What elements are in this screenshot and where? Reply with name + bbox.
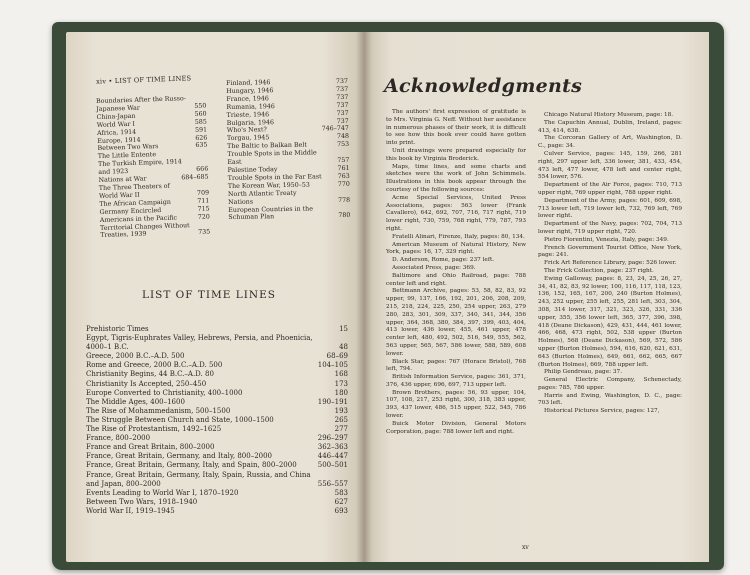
entry-title: Who's Next? xyxy=(226,126,267,135)
entry-title: Between Two Wars xyxy=(97,143,159,153)
entry-page: 720 xyxy=(197,213,210,221)
running-header: xiv • LIST OF TIME LINES xyxy=(95,74,192,86)
entry-title: North Atlantic Treaty xyxy=(227,189,297,198)
entry-page: 168 xyxy=(334,370,348,379)
acknowledgment-paragraph: Black Star, pages: 767 (Horace Bristol), 768 left, 794. xyxy=(386,358,526,373)
entry-page: 500–501 xyxy=(317,461,348,470)
entry-title: Greece, 2000 B.C.–A.D. 500 xyxy=(86,352,185,361)
entry-page: 591 xyxy=(194,126,208,134)
time-line-entry xyxy=(86,343,348,352)
entry-page: 737 xyxy=(335,77,349,86)
acknowledgment-paragraph: Bettmann Archive, pages: 53, 58, 82, 83, 92 upper, 99, 137, 166, 192, 201, 206, 208, 209, 215, 218, 224, 225, 250, 254 upper, 263, 279 280, 283, 301, 309, 337, 340, 341, 344, 356 upper, 364, 368, 380, 384, 397, 399, 403, 404, 413 lower, 436 lower, 455, 461 upper, 478 center left, 480, 492, 502, 516, 549, 555, 562, 563 upper, 565, 567, 586 lower, 588, 589, 608 lower. xyxy=(386,288,526,357)
entry-page: 556–557 xyxy=(317,479,348,488)
right-page xyxy=(364,32,709,562)
entry-title: France, Great Britain, Germany, and Italy, 800–2000 xyxy=(86,452,273,461)
acknowledgment-paragraph: The authors' first expression of gratitude is to Mrs. Virginia G. Neff. Without her assistance in numerous phases of their work, it is difficult to see how this book ever could have gotten into print. xyxy=(386,109,526,147)
entry-page: 757 xyxy=(337,156,350,165)
entry-title: Torgau, 1945 xyxy=(226,134,270,143)
entry-title: Trieste, 1946 xyxy=(226,110,270,119)
entry-title: Rumania, 1946 xyxy=(226,102,275,111)
entry-page: 746–747 xyxy=(321,125,349,133)
time-line-entry xyxy=(86,434,348,443)
acknowledgment-paragraph: Associated Press, page: 369. xyxy=(392,264,476,271)
entry-title: 4000–1 B.C. xyxy=(86,343,129,352)
entry-page: 737 xyxy=(336,85,349,93)
entry-title: Rome and Greece, 2000 B.C.–A.D. 500 xyxy=(86,361,223,370)
entry-page: 778 xyxy=(338,196,351,204)
acknowledgment-paragraph: Fratelli Alinari, Firenze, Italy, pages: 80, 134. xyxy=(392,233,525,240)
time-line-entry xyxy=(86,480,348,489)
entry-page: 753 xyxy=(337,141,350,149)
entry-title: Trouble Spots in the Middle xyxy=(227,149,317,159)
acknowledgment-paragraph: Department of the Army, pages: 601, 609, 698, 713 lower left, 719 lower left, 732, 769 left, 769 lower right. xyxy=(538,197,682,220)
entry-page: 583 xyxy=(334,488,348,497)
entry-title: Hungary, 1946 xyxy=(226,87,274,95)
entry-title: East xyxy=(227,158,242,167)
entry-title: Nations xyxy=(228,198,254,206)
entry-title: Palestine Today xyxy=(227,166,278,174)
entry-page xyxy=(206,221,210,229)
entry-page: 737 xyxy=(336,93,349,101)
page-title: Acknowledgments xyxy=(384,75,583,97)
book-gutter xyxy=(356,32,372,562)
entry-title: World War I xyxy=(96,120,136,129)
entry-title: The Struggle Between Church and State, 1000–1500 xyxy=(86,415,274,424)
entry-title: Finland, 1946 xyxy=(226,79,271,87)
entry-title: The African Campaign xyxy=(99,198,171,208)
entry-page: 68–69 xyxy=(326,352,348,361)
time-line-entry xyxy=(86,370,348,379)
entry-page: 709 xyxy=(196,189,210,197)
entry-page: 173 xyxy=(334,379,348,388)
entry-page: 626 xyxy=(195,134,208,142)
entry-page: 627 xyxy=(334,497,348,506)
entry-page: 296–297 xyxy=(317,434,348,443)
acknowledgment-paragraph: The Frick Collection, page: 237 right. xyxy=(544,267,654,274)
entry-title: and 1923 xyxy=(98,168,129,177)
acknowledgment-paragraph: Historical Pictures Service, pages: 127, xyxy=(544,408,660,415)
entry-page: 104–105 xyxy=(317,361,348,370)
entry-page: 763 xyxy=(337,172,350,180)
time-line-entry xyxy=(86,416,348,425)
entry-title: The Rise of Mohammedanism, 500–1500 xyxy=(86,406,231,415)
entry-page: 693 xyxy=(334,506,348,515)
entry-title: Schuman Plan xyxy=(228,213,275,222)
entry-page: 684–685 xyxy=(181,173,209,182)
acknowledgment-paragraph: American Museum of Natural History, New York, pages: 16, 17, 329 right. xyxy=(386,241,526,256)
section-heading: LIST OF TIME LINES xyxy=(142,289,276,301)
entry-page: 15 xyxy=(339,325,348,333)
entry-page: 666 xyxy=(196,165,209,174)
time-line-entry xyxy=(86,498,348,507)
entry-page: 560 xyxy=(194,110,207,118)
entry-title: Christianity Is Accepted, 250–450 xyxy=(86,379,207,388)
entry-title: Europe, 1914 xyxy=(97,136,141,145)
entry-page: 737 xyxy=(336,117,349,125)
acknowledgment-paragraph: Buick Motor Division, General Motors Corporation, page: 788 lower left and right. xyxy=(386,420,526,435)
entry-page: 193 xyxy=(334,406,348,415)
time-line-entry xyxy=(86,452,348,461)
acknowledgment-paragraph: Harris and Ewing, Washington, D. C., page: 703 left. xyxy=(538,392,682,407)
entry-page: 737 xyxy=(336,109,349,117)
entry-page: 635 xyxy=(195,141,208,150)
acknowledgment-paragraph: General Electric Company, Schenectady, pages: 785, 786 upper. xyxy=(538,377,682,391)
time-line-entry xyxy=(86,507,348,516)
entry-title: China-Japan xyxy=(96,112,136,121)
entry-page: 748 xyxy=(336,133,350,141)
entry-page: 190–191 xyxy=(317,397,348,406)
acknowledgment-paragraph: Brown Brothers, pages: 56, 93 upper, 104, 107, 108, 217, 253 right, 300, 318, 383 upper, 393, 437 lower, 486, 515 upper, 522, 545, 786 lower. xyxy=(386,389,526,420)
acknowledgment-paragraph: The Capuchin Annual, Dublin, Ireland, pages: 413, 414, 638. xyxy=(538,119,682,134)
entry-page: 585 xyxy=(194,118,207,126)
entry-page: 735 xyxy=(198,228,211,237)
entry-title: World War II, 1919–1945 xyxy=(86,506,175,515)
entry-title: Territorial Changes Without xyxy=(99,221,190,232)
entry-title: Japanese War xyxy=(96,104,140,113)
time-line-entry xyxy=(86,380,348,389)
entry-title: The Three Theaters of xyxy=(98,182,170,192)
acknowledgment-paragraph: Culver Service, pages: 145, 159, 266, 281 right, 297 upper left, 336 lower, 381, 433, 454, 473 left, 477 lower, 478 left and center right, 554 lower, 576. xyxy=(538,150,682,181)
time-line-entry xyxy=(86,471,348,480)
entry-title: Europe Converted to Christianity, 400–1000 xyxy=(86,388,243,397)
entry-title: Nations at War xyxy=(98,175,147,185)
time-line-entry xyxy=(86,443,348,452)
page-number: xv xyxy=(522,544,529,551)
entry-title: The Rise of Protestantism, 1492–1625 xyxy=(86,425,222,434)
time-line-entry xyxy=(86,398,348,407)
entry-title: Prehistoric Times xyxy=(86,325,149,333)
time-line-entry xyxy=(86,361,348,370)
entry-page: 180 xyxy=(334,388,348,397)
entry-title: World War II xyxy=(98,191,140,200)
entry-page: 770 xyxy=(337,180,350,188)
entry-title: Africa, 1914 xyxy=(96,128,137,137)
entry-title: France, 800–2000 xyxy=(86,434,151,443)
entry-page xyxy=(202,95,206,103)
entry-title: Germany Encircled xyxy=(99,206,162,216)
acknowledgment-paragraph: Philip Gendreau, page: 37. xyxy=(544,369,623,376)
acknowledgment-paragraph: The Corcoran Gallery of Art, Washington, D. C., page: 34. xyxy=(538,135,682,150)
acknowledgment-paragraph: D. Anderson, Rome, page: 237 left. xyxy=(392,257,495,264)
acknowledgment-paragraph: Department of the Navy, pages: 702, 704, 713 lower right, 719 upper right, 720. xyxy=(538,221,682,235)
entry-title: Egypt, Tigris-Euphrates Valley, Hebrews, Persia, and Phoenicia, xyxy=(86,334,313,343)
entry-page xyxy=(346,204,350,212)
acknowledgments-column-2 xyxy=(538,112,682,416)
entry-page xyxy=(205,181,209,189)
entry-page: 711 xyxy=(197,197,210,205)
entry-title: Christianity Begins, 44 B.C.–A.D. 80 xyxy=(86,370,214,379)
time-line-entry xyxy=(86,352,348,361)
entry-title: France and Great Britain, 800–2000 xyxy=(86,443,215,452)
entry-title: Treaties, 1939 xyxy=(100,230,147,240)
entry-page xyxy=(204,150,208,158)
entry-page: 715 xyxy=(197,205,210,213)
entry-page: 265 xyxy=(334,415,348,424)
entry-page: 446–447 xyxy=(317,452,348,461)
time-line-entry xyxy=(86,389,348,398)
toc-column-1 xyxy=(96,95,210,241)
entry-title: France, 1946 xyxy=(226,95,269,103)
entry-title: France, Great Britain, Germany, Italy, and Spain, 800–2000 xyxy=(86,461,297,470)
acknowledgments-column-1 xyxy=(386,109,526,436)
toc-entry xyxy=(228,212,350,222)
time-line-entry xyxy=(86,334,348,343)
time-line-entry xyxy=(86,461,348,470)
entry-title: Bulgaria, 1946 xyxy=(226,118,275,127)
acknowledgment-paragraph: Department of the Air Force, pages: 710, 713 upper right, 769 upper right, 788 upper right. xyxy=(538,182,682,196)
acknowledgment-paragraph: Frick Art Reference Library, page: 526 lower. xyxy=(544,260,677,267)
entry-title: Events Leading to World War I, 1870–1920 xyxy=(86,488,239,497)
entry-title: Between Two Wars, 1918–1940 xyxy=(86,497,198,506)
entry-page: 48 xyxy=(339,343,348,352)
acknowledgment-paragraph: Baltimore and Ohio Railroad, page: 788 center left and right. xyxy=(386,272,526,287)
entry-title: European Countries in the xyxy=(228,205,313,214)
entry-page xyxy=(345,149,349,157)
entry-title: and Japan, 800–2000 xyxy=(86,479,161,488)
entry-page: 780 xyxy=(338,212,351,220)
entry-page xyxy=(346,189,350,197)
entry-title: The Middle Ages, 400–1600 xyxy=(86,397,185,406)
entry-title: The Turkish Empire, 1914 xyxy=(97,158,182,169)
acknowledgment-paragraph: Chicago Natural History Museum, page: 18. xyxy=(544,112,674,118)
time-line-entry xyxy=(86,425,348,434)
acknowledgment-paragraph: French Government Tourist Office, New York, page: 241. xyxy=(538,244,682,259)
acknowledgment-paragraph: Ewing Galloway, pages: 8, 23, 24, 25, 26, 27, 34, 41, 82, 83, 92 lower, 100, 116, 117, 118, 123, 136, 152, 165, 167, 200, 240 (Burton Holmes), 243, 252 upper, 255 left, 255, 281 left, 303, 304, 308, 314 lower, 317, 321, 323, 326, 331, 336 upper, 355, 356 lower left, 365, 377, 396, 398, 418 (Deane Dickason), 429, 431, 444, 461 lower, 466, 468, 473 right, 502, 538 upper (Burton Holmes), 568 (Deane Dickason), 569, 572, 586 upper (Burton Holmes), 594, 616, 620, 621, 631, 643 (Burton Holmes), 649, 661, 662, 665, 667 (Burton Holmes), 669, 788 upper left. xyxy=(538,275,682,368)
entry-title: Americans in the Pacific xyxy=(99,214,178,224)
entry-title: The Baltic to Balkan Belt xyxy=(227,141,307,151)
entry-page: 362–363 xyxy=(317,443,348,452)
entry-title: The Korean War, 1950–53 xyxy=(227,181,310,190)
entry-page: 737 xyxy=(336,101,349,109)
left-page xyxy=(66,32,364,562)
toc-column-2 xyxy=(226,78,350,222)
entry-title: Trouble Spots in the Far East xyxy=(227,173,322,182)
acknowledgment-paragraph: Maps, time lines, and some charts and sketches were the work of John Schimmels. Illustrations in this book appear through the courtesy of the following sources: xyxy=(386,163,526,193)
entry-title: The Little Entente xyxy=(97,151,157,161)
acknowledgment-paragraph: Unit drawings were prepared especially for this book by Virginia Broderick. xyxy=(386,147,526,162)
time-line-entry xyxy=(86,489,348,498)
time-lines-list xyxy=(86,325,348,516)
time-line-entry xyxy=(86,325,348,334)
entry-page: 550 xyxy=(194,102,207,110)
entry-title: France, Great Britain, Germany, Italy, Spain, Russia, and China xyxy=(86,470,311,479)
acknowledgment-paragraph: Pietro Fiorentini, Venezia, Italy, page: 349. xyxy=(544,236,669,243)
entry-page xyxy=(204,158,208,166)
entry-title: Boundaries After the Russo- xyxy=(96,95,187,105)
acknowledgment-paragraph: Acme Special Services, United Press Associations, pages: 563 lower (Frank Cavallero), 642, 692, 707, 716, 717 right, 719 lower right, 730, 759, 768 right, 779, 787, 793 right. xyxy=(386,194,526,232)
acknowledgment-paragraph: British Information Service, pages: 361, 371, 376, 436 upper, 696, 697, 713 upper left. xyxy=(386,374,526,388)
time-line-entry xyxy=(86,407,348,416)
entry-page: 761 xyxy=(337,164,350,173)
entry-page: 277 xyxy=(334,425,348,434)
